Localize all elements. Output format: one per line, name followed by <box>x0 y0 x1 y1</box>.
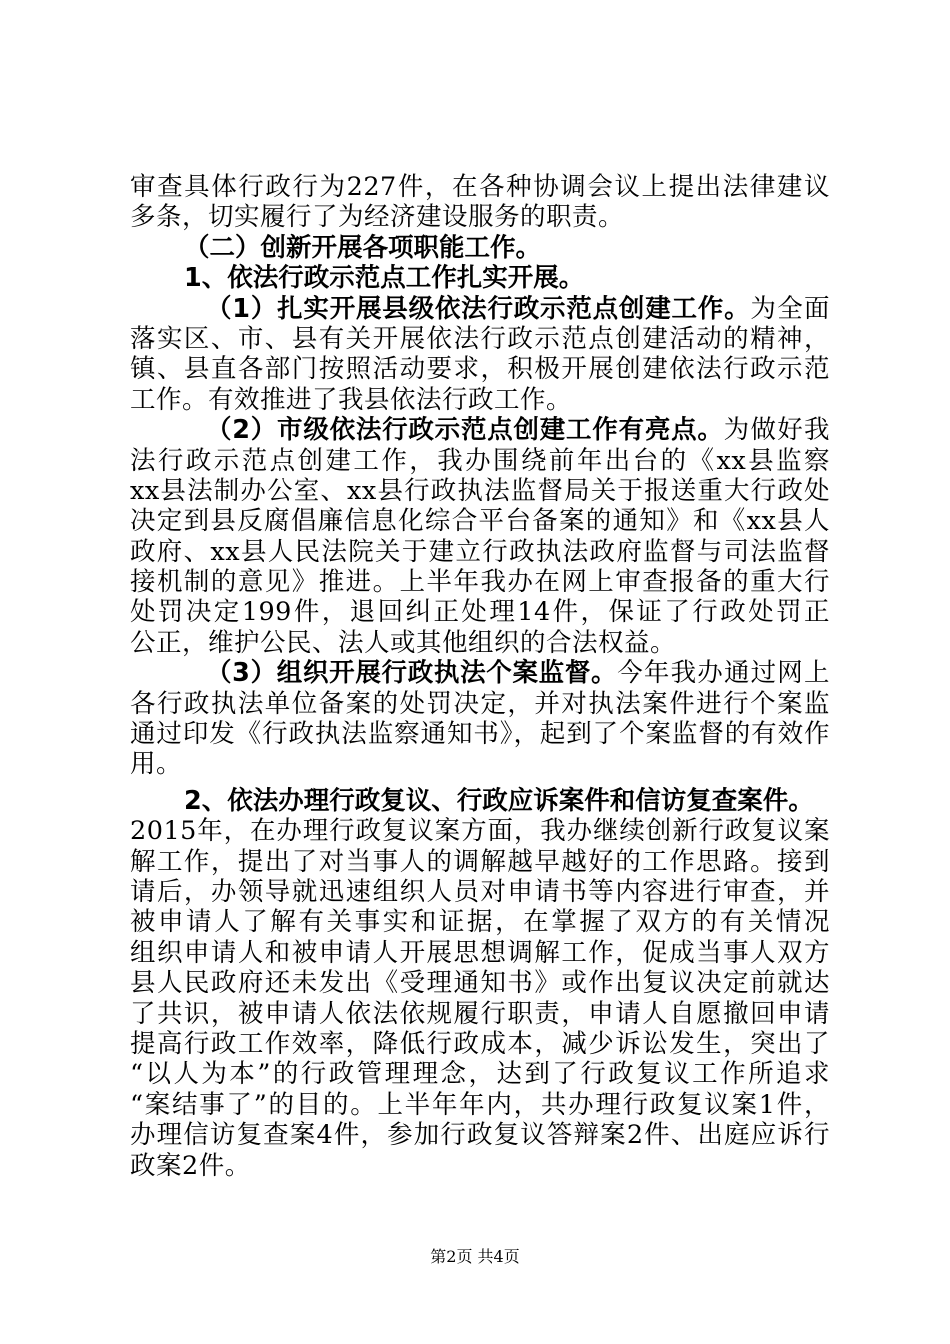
paragraph-line: 组织申请人和被申请人开展思想调解工作，促成当事人双方 <box>130 937 830 968</box>
paragraph-line: 接机制的意见》推进。上半年我办在网上审查报备的重大行 <box>130 567 830 598</box>
paragraph-line: 处罚决定199件，退回纠正处理14件，保证了行政处罚正 <box>130 597 830 628</box>
paragraph-line: 落实区、市、县有关开展依法行政示范点创建活动的精神， <box>130 323 830 354</box>
paragraph-line: 审查具体行政行为227件，在各种协调会议上提出法律建议 <box>130 172 830 202</box>
paragraph-line: 被申请人了解有关事实和证据，在掌握了双方的有关情况 <box>130 907 830 938</box>
paragraph-line: “案结事了”的目的。上半年年内，共办理行政复议案1件， <box>130 1089 830 1120</box>
item-first-line <box>130 658 830 688</box>
document-body <box>130 172 830 1181</box>
paragraph-line: 工作。有效推进了我县依法行政工作。 <box>130 384 573 415</box>
item-text: 为全面 <box>750 293 830 324</box>
subsection-heading: 2、依法办理行政复议、行政应诉案件和信访复查案件。 <box>184 785 814 816</box>
paragraph-line: 请后，办领导就迅速组织人员对申请书等内容进行审查，并 <box>130 876 830 907</box>
subsection-heading: 1、依法行政示范点工作扎实开展。 <box>184 263 585 294</box>
item-first-line <box>130 415 830 445</box>
item-text: 为做好我 <box>723 415 830 446</box>
paragraph-line: 各行政执法单位备案的处罚决定，并对执法案件进行个案监 <box>130 688 830 719</box>
section-heading: （二）创新开展各项职能工作。 <box>184 232 542 263</box>
paragraph-line: 了共识，被申请人依法依规履行职责，申请人自愿撤回申请 <box>130 998 830 1029</box>
page-number: 第2页 共4页 <box>430 1247 520 1266</box>
paragraph-line: 镇、县直各部门按照活动要求，积极开展创建依法行政示范 <box>130 354 830 385</box>
paragraph-line: 办理信访复查案4件，参加行政复议答辩案2件、出庭应诉行 <box>130 1120 830 1151</box>
paragraph-line: 提高行政工作效率，降低行政成本，减少诉讼发生，突出了 <box>130 1028 830 1059</box>
paragraph-line: 用。 <box>130 749 183 780</box>
item-first-line <box>130 294 830 324</box>
item-heading: （3）组织开展行政执法个案监督。 <box>206 658 618 689</box>
item-text: 今年我办通过网上 <box>617 658 830 689</box>
paragraph-line: 通过印发《行政执法监察通知书》，起到了个案监督的有效作 <box>130 719 830 750</box>
paragraph-line: 公正，维护公民、法人或其他组织的合法权益。 <box>130 627 677 658</box>
paragraph-line: “以人为本”的行政管理理念，达到了行政复议工作所追求 <box>130 1059 830 1090</box>
paragraph-line: 政案2件。 <box>130 1150 251 1181</box>
item-heading: （1）扎实开展县级依法行政示范点创建工作。 <box>206 293 751 324</box>
paragraph-line: 2015年，在办理行政复议案方面，我办继续创新行政复议案 <box>130 816 830 847</box>
item-heading: （2）市级依法行政示范点创建工作有亮点。 <box>206 415 724 446</box>
paragraph-line: 多条，切实履行了为经济建设服务的职责。 <box>130 202 625 233</box>
paragraph-line: xx县法制办公室、xx县行政执法监督局关于报送重大行政处 <box>130 475 830 506</box>
paragraph-line: 县人民政府还未发出《受理通知书》或作出复议决定前就达 <box>130 968 830 999</box>
paragraph-line: 解工作，提出了对当事人的调解越早越好的工作思路。接到 <box>130 846 830 877</box>
paragraph-line: 法行政示范点创建工作，我办围绕前年出台的《xx县监察 <box>130 445 830 476</box>
paragraph-line: 政府、xx县人民法院关于建立行政执法政府监督与司法监督 <box>130 536 830 567</box>
paragraph-line: 决定到县反腐倡廉信息化综合平台备案的通知》和《xx县人 <box>130 506 830 537</box>
